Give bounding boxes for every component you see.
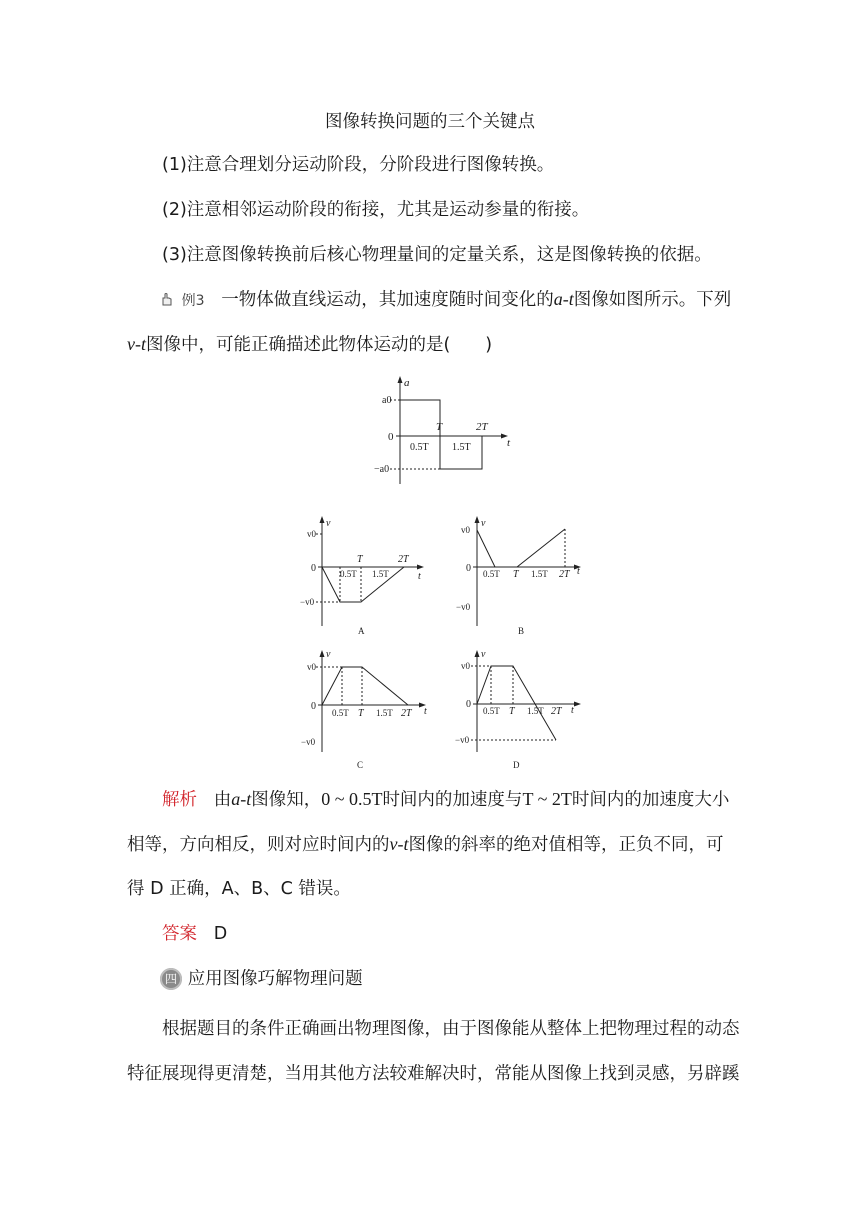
analysis-line-2 xyxy=(127,832,723,857)
point-1: (1)注意合理划分运动阶段，分阶段进行图像转换。 xyxy=(162,155,555,175)
example-text-c: 图像中，可能正确描述此物体运动的是( ) xyxy=(145,335,493,355)
t-axis-label: t xyxy=(507,437,511,449)
tick-2T: 2T xyxy=(551,706,562,717)
tick-T: T xyxy=(357,554,363,565)
v0-label: v0 xyxy=(461,661,470,671)
analysis-text: 时间内的加速度与 xyxy=(382,790,523,810)
neg-v0-label: −v0 xyxy=(300,597,315,607)
option-label: C xyxy=(357,760,364,770)
tick-T: T xyxy=(513,569,519,580)
analysis-text: 相等，方向相反，则对应时间内的 xyxy=(127,835,390,855)
tick-2T: 2T xyxy=(398,554,409,565)
analysis-line-1 xyxy=(162,787,729,812)
tick-2T: 2T xyxy=(559,569,570,580)
tick-0.5T: 0.5T xyxy=(483,569,500,579)
tick-T: T xyxy=(436,421,443,433)
analysis-text: 由 xyxy=(213,790,232,810)
neg-v0-label: −v0 xyxy=(456,602,471,612)
t-axis-label: t xyxy=(571,705,574,716)
option-d-graph xyxy=(455,648,595,774)
tick-T: T xyxy=(509,706,515,717)
example-text-a: 一物体做直线运动，其加速度随时间变化的 xyxy=(221,290,554,310)
answer-line xyxy=(162,922,227,946)
option-b-graph xyxy=(455,512,595,642)
v-axis-label: v xyxy=(481,649,486,660)
paragraph-line-2: 特征展现得更清楚，当用其他方法较难解决时，常能从图像上找到灵感，另辟蹊 xyxy=(127,1064,740,1084)
section-title: 图像转换问题的三个关键点 xyxy=(325,112,535,132)
vt-term: v-t xyxy=(127,334,146,354)
answer-value: D xyxy=(213,924,228,944)
a-t-graph xyxy=(360,372,520,492)
tick-1.5T: 1.5T xyxy=(531,569,548,579)
point-2: (2)注意相邻运动阶段的衔接，尤其是运动参量的衔接。 xyxy=(162,200,590,220)
at-term: a-t xyxy=(231,789,252,809)
analysis-text: 图像的斜率的绝对值相等，正负不同，可 xyxy=(408,835,724,855)
tick-0.5T: 0.5T xyxy=(340,569,357,579)
hand-pointer-icon xyxy=(160,290,180,310)
example-line-1 xyxy=(160,287,731,313)
tick-1.5T: 1.5T xyxy=(372,569,389,579)
example-label: 例3 xyxy=(181,293,205,309)
analysis-text: 时间内的加速度大小 xyxy=(571,790,730,810)
origin-label: 0 xyxy=(466,699,471,710)
section-number-badge: 四 xyxy=(160,968,182,990)
section-heading xyxy=(160,967,363,991)
option-a-graph xyxy=(300,512,440,642)
origin-label: 0 xyxy=(466,563,471,574)
analysis-text: 图像知， xyxy=(251,790,322,810)
v-axis-label: v xyxy=(481,518,486,529)
v-axis-label: v xyxy=(326,649,331,660)
v-axis-label: v xyxy=(326,518,331,529)
range-2: T ~ 2T xyxy=(522,789,572,809)
tick-1.5T: 1.5T xyxy=(376,708,393,718)
example-text-b: 图像如图所示。下列 xyxy=(573,290,732,310)
option-label: D xyxy=(513,760,520,770)
origin-label: 0 xyxy=(311,701,316,712)
analysis-label: 解析 xyxy=(162,790,197,810)
example-line-2 xyxy=(127,332,492,357)
paragraph-line-1: 根据题目的条件正确画出物理图像，由于图像能从整体上把物理过程的动态 xyxy=(162,1019,740,1039)
v0-label: v0 xyxy=(307,529,316,539)
option-label: B xyxy=(518,626,525,636)
tick-1.5T: 1.5T xyxy=(452,442,471,453)
vt-term: v-t xyxy=(389,834,409,854)
neg-v0-label: −v0 xyxy=(301,737,316,747)
tick-0.5T: 0.5T xyxy=(410,442,429,453)
tick-1.5T: 1.5T xyxy=(527,706,544,716)
tick-0.5T: 0.5T xyxy=(332,708,349,718)
origin-label: 0 xyxy=(388,431,394,443)
v0-label: v0 xyxy=(307,662,316,672)
answer-label: 答案 xyxy=(162,924,197,944)
section-heading-text: 应用图像巧解物理问题 xyxy=(187,969,363,989)
t-axis-label: t xyxy=(577,566,580,577)
analysis-line-3: 得 D 正确，A、B、C 错误。 xyxy=(127,879,351,899)
neg-v0-label: −v0 xyxy=(455,735,470,745)
t-axis-label: t xyxy=(424,706,427,717)
origin-label: 0 xyxy=(311,563,316,574)
a-axis-label: a xyxy=(404,377,410,389)
neg-a0-label: −a0 xyxy=(374,464,390,475)
tick-T: T xyxy=(358,708,364,719)
at-term: a-t xyxy=(553,289,574,309)
tick-0.5T: 0.5T xyxy=(483,706,500,716)
tick-2T: 2T xyxy=(401,708,412,719)
v0-label: v0 xyxy=(461,525,470,535)
option-c-graph xyxy=(300,648,440,774)
range-1: 0 ~ 0.5T xyxy=(321,789,383,809)
point-3: (3)注意图像转换前后核心物理量间的定量关系，这是图像转换的依据。 xyxy=(162,245,712,265)
tick-2T: 2T xyxy=(476,421,488,433)
t-axis-label: t xyxy=(418,571,421,582)
a0-label: a0 xyxy=(382,395,392,406)
option-label: A xyxy=(358,626,365,636)
